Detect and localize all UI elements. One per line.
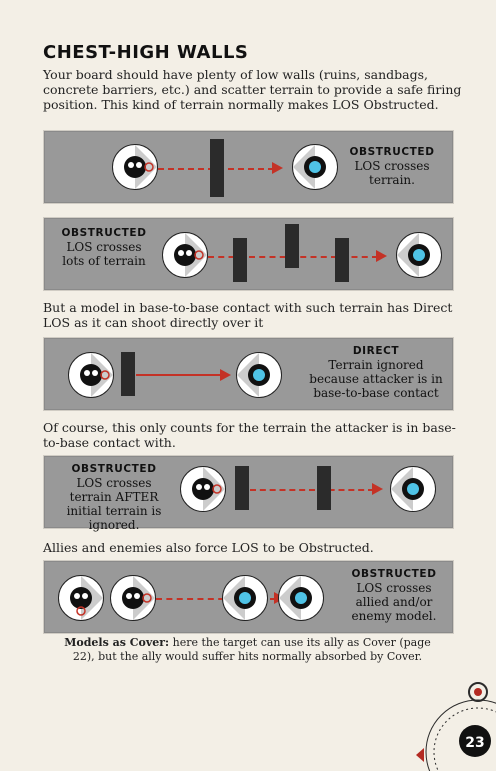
los-status: OBSTRUCTED [61, 227, 147, 239]
page-number: 23 [465, 735, 485, 751]
wall-block [233, 238, 247, 282]
wall-block [285, 224, 299, 268]
wall-block [335, 238, 349, 282]
los-arrowhead [376, 250, 387, 262]
los-description: LOS crosses terrain AFTER initial terrain is ignored. [66, 476, 162, 532]
los-status: DIRECT [352, 345, 400, 357]
los-status: OBSTRUCTED [349, 146, 435, 158]
panel-label [306, 344, 446, 400]
target-token-icon [390, 466, 436, 512]
attacker-token-icon [68, 352, 114, 398]
los-arrowhead [272, 162, 283, 174]
wall-block [317, 466, 331, 510]
page-title: CHEST-HIGH WALLS [43, 42, 249, 63]
enemy-token-icon [222, 575, 268, 621]
note-heading: Models as Cover: [64, 636, 170, 649]
panel-label [337, 145, 447, 187]
note-text: here the target can use its ally as Cover (page 22), but the ally would suffer hits normally absorbed by Cover. [72, 636, 431, 663]
diagram-panel-obstructed-models [43, 560, 454, 634]
los-description: LOS crosses lots of terrain [62, 240, 146, 268]
wall-block [121, 352, 135, 396]
los-description: LOS crosses terrain. [354, 159, 430, 187]
panel-label [54, 226, 154, 268]
terrain-contact-paragraph: Of course, this only counts for the terrain the attacker is in base-to-base contact with. [43, 420, 456, 450]
los-line [136, 374, 222, 376]
panel-label [54, 462, 174, 532]
panel-label [344, 567, 444, 623]
intro-paragraph: Your board should have plenty of low walls (ruins, sandbags, concrete barriers, etc.) and scatter terrain to provide a safe firing position. This kind of terrain normally makes LOS Obstructed. [43, 67, 462, 112]
los-status: OBSTRUCTED [71, 463, 157, 475]
target-token-icon [236, 352, 282, 398]
allies-paragraph: Allies and enemies also force LOS to be Obstructed. [43, 540, 374, 555]
los-line [250, 489, 374, 491]
los-arrowhead [220, 369, 231, 381]
wall-block [235, 466, 249, 510]
los-arrowhead [372, 483, 383, 495]
attacker-token-icon [162, 232, 208, 278]
los-description: Terrain ignored because attacker is in base-to-base contact [309, 358, 443, 400]
diagram-panel-obstructed-lots [43, 217, 454, 291]
attacker-token-icon [180, 466, 226, 512]
wall-block [210, 139, 224, 197]
diagram-panel-obstructed-terrain [43, 130, 454, 204]
los-status: OBSTRUCTED [351, 568, 437, 580]
ally-token-icon [58, 575, 104, 621]
target-token-icon [278, 575, 324, 621]
target-token-icon [292, 144, 338, 190]
attacker-token-icon [110, 575, 156, 621]
diagram-panel-direct [43, 337, 454, 411]
los-description: LOS crosses allied and/or enemy model. [351, 581, 437, 623]
models-as-cover-note [55, 636, 440, 664]
direct-los-paragraph: But a model in base-to-base contact with such terrain has Direct LOS as it can shoot directly over it [43, 300, 453, 330]
target-token-icon [396, 232, 442, 278]
diagram-panel-obstructed-after [43, 455, 454, 532]
attacker-token-icon [112, 144, 158, 190]
